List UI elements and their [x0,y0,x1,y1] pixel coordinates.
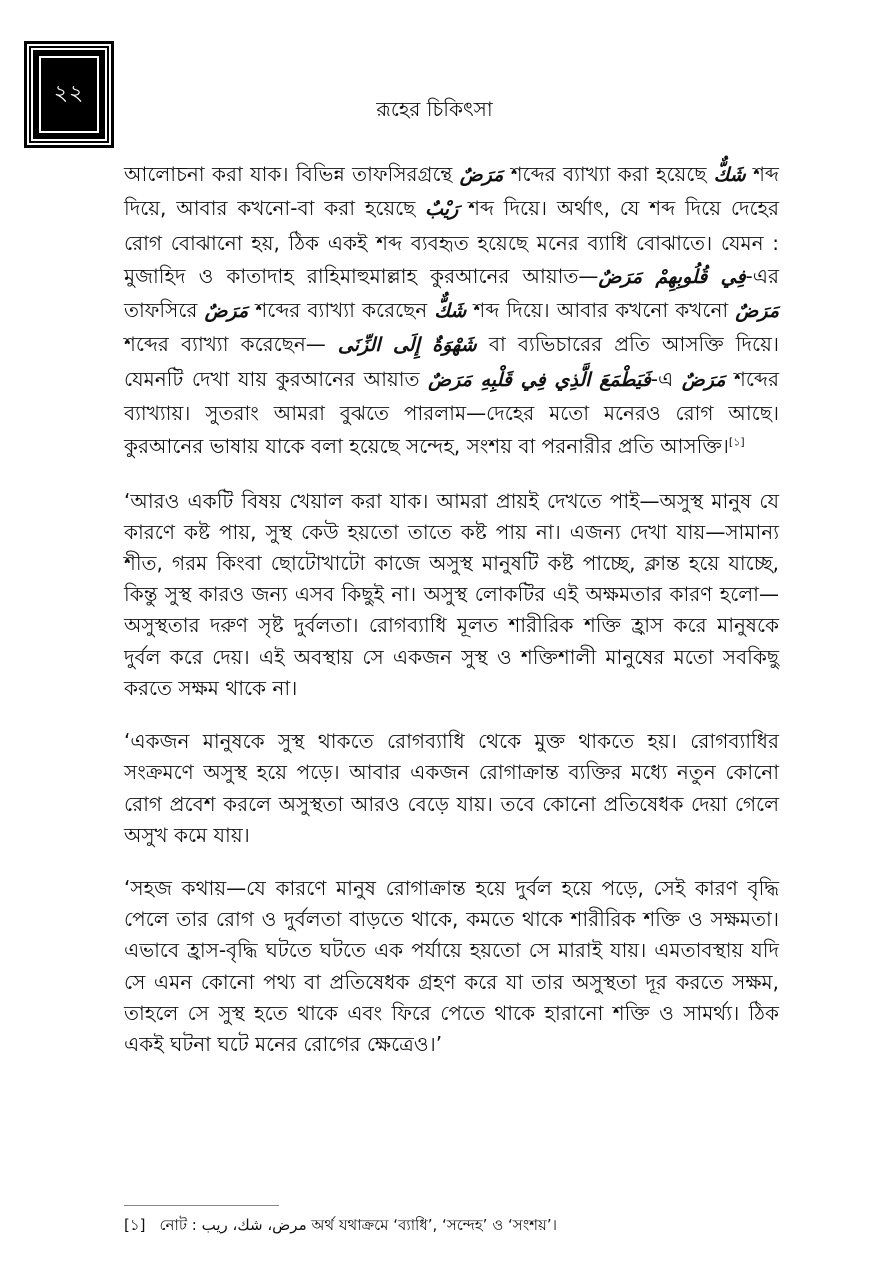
paragraph-text: ‘আরও একটি বিষয় খেয়াল করা যাক। আমরা প্রায়ই দেখতে পাই—অসুস্থ মানুষ যে কারণে কষ্ট পায়, সুস্থ কেউ হয়তো তাতে কষ্ট পায় না। এজন্য দেখা যায়—সামান্য শীত, গরম কিংবা ছোটোখাটো কাজে অসুস্থ মানুষটি কষ্ট পাচ্ছে, ক্লান্ত হয়ে যাচ্ছে, কিন্তু সুস্থ কারও জন্য এসব কিছুই না। অসুস্থ লোকটির এই অক্ষমতার কারণ হলো—অসুস্থতার দরুণ সৃষ্ট দুর্বলতা। রোগব্যাধি মূলত শারীরিক শক্তি হ্রাস করে মানুষকে দুর্বল করে দেয়। এই অবস্থায় সে একজন সুস্থ ও শক্তিশালী মানুষের মতো সবকিছু করতে সক্ষম থাকে না। [124,488,779,700]
arabic-term: شَكٌّ [713,164,746,186]
footnote-divider [124,1205,279,1206]
paragraph-text: বা ব্যভিচারের প্রতি আসক্তি দিয়ে। যেমনটি দেখা যায় কুরআনের আয়াত [124,332,780,391]
body-paragraph [124,873,779,1060]
running-header: রূহের চিকিৎসা [376,97,493,121]
arabic-term: مَرَضٌ [204,300,249,323]
arabic-term: مَرَضٌ [735,300,779,323]
paragraph-text: শব্দের ব্যাখ্যা করেছেন [248,298,435,323]
body-text [124,158,779,1082]
paragraph-text: শব্দের ব্যাখ্যা করা হয়েছে [503,162,714,186]
paragraph-text: -এর তাফসিরে [124,263,779,323]
arabic-term: شَكٌّ [434,300,467,323]
page-number: ২২ [53,81,85,106]
paragraph-text: -এ [650,366,682,391]
arabic-term: مَرَضٌ [459,164,504,186]
arabic-term: رَيْبٌ [425,198,459,221]
paragraph-text: শব্দের ব্যাখ্যা করেছেন— [124,332,338,357]
arabic-term: فَيَطْمَعَ الَّذِي فِي قَلْبِهِ مَرَضٌ [428,368,651,391]
footnote-number: [১] [124,1216,146,1234]
body-paragraph [124,726,779,851]
footnote-reference: [১] [728,435,745,449]
footnote [124,1214,779,1236]
paragraph-text: শব্দ দিয়ে। আবার কখনো কখনো [466,298,736,323]
paragraph-text: ‘সহজ কথায়—যে কারণে মানুষ রোগাক্রান্ত হয়ে দুর্বল হয়ে পড়ে, সেই কারণ বৃদ্ধি পেলে তার রোগ ও দুর্বলতা বাড়তে থাকে, কমতে থাকে শারীরিক শক্তি ও সক্ষমতা। এভাবে হ্রাস-বৃদ্ধি ঘটতে ঘটতে এক পর্যায়ে হয়তো সে মারাই যায়। এমতাবস্থায় যদি সে এমন কোনো পথ্য বা প্রতিষেধক গ্রহণ করে যা তার অসুস্থতা দূর করতে সক্ষম, তাহলে সে সুস্থ হতে থাকে এবং ফিরে পেতে থাকে হারানো শক্তি ও সামর্থ্য। ঠিক একই ঘটনা ঘটে মনের রোগের ক্ষেত্রেও।’ [124,875,779,1056]
arabic-term: فِي قُلُوبِهِمْ مَرَضٌ [598,265,746,288]
footnote-text: নোট : مرض، شك، ريب অর্থ যথাক্রমে ‘ব্যাধি’, ‘সন্দেহ’ ও ‘সংশয়’। [159,1216,557,1234]
body-paragraph [124,486,779,704]
paragraph-text: ‘একজন মানুষকে সুস্থ থাকতে রোগব্যাধি থেকে মুক্ত থাকতে হয়। রোগব্যাধির সংক্রমণে অসুস্থ হয়ে পড়ে। আবার একজন রোগাক্রান্ত ব্যক্তির মধ্যে নতুন কোনো রোগ প্রবেশ করলে অসুস্থতা আরও বেড়ে যায়। তবে কোনো প্রতিষেধক দেয়া গেলে অসুখ কমে যায়। [124,729,779,847]
paragraph-text: আলোচনা করা যাক। বিভিন্ন তাফসিরগ্রন্থে [124,162,460,186]
arabic-term: مَرَضٌ [681,368,726,391]
body-paragraph [124,158,779,464]
arabic-term: شَهْوَةٌ إِلَى الزِّنَى [337,334,477,357]
paragraph-text: শব্দ দিয়ে, আবার কখনো-বা করা হয়েছে [124,162,779,221]
paragraph-text: শব্দের ব্যাখ্যায়। সুতরাং আমরা বুঝতে পারলাম—দেহের মতো মনেরও রোগ আছে। কুরআনের ভাষায় যাকে বলা হয়েছে সন্দেহ, সংশয় বা পরনারীর প্রতি আসক্তি। [124,366,779,459]
paragraph-text: শব্দ দিয়ে। অর্থাৎ, যে শব্দ দিয়ে দেহের রোগ বোঝানো হয়, ঠিক একই শব্দ ব্যবহৃত হয়েছে মনের ব্যাধি বোঝাতে। যেমন : মুজাহিদ ও কাতাদাহ রাহিমাহুমাল্লাহ কুরআনের আয়াত— [124,196,779,288]
